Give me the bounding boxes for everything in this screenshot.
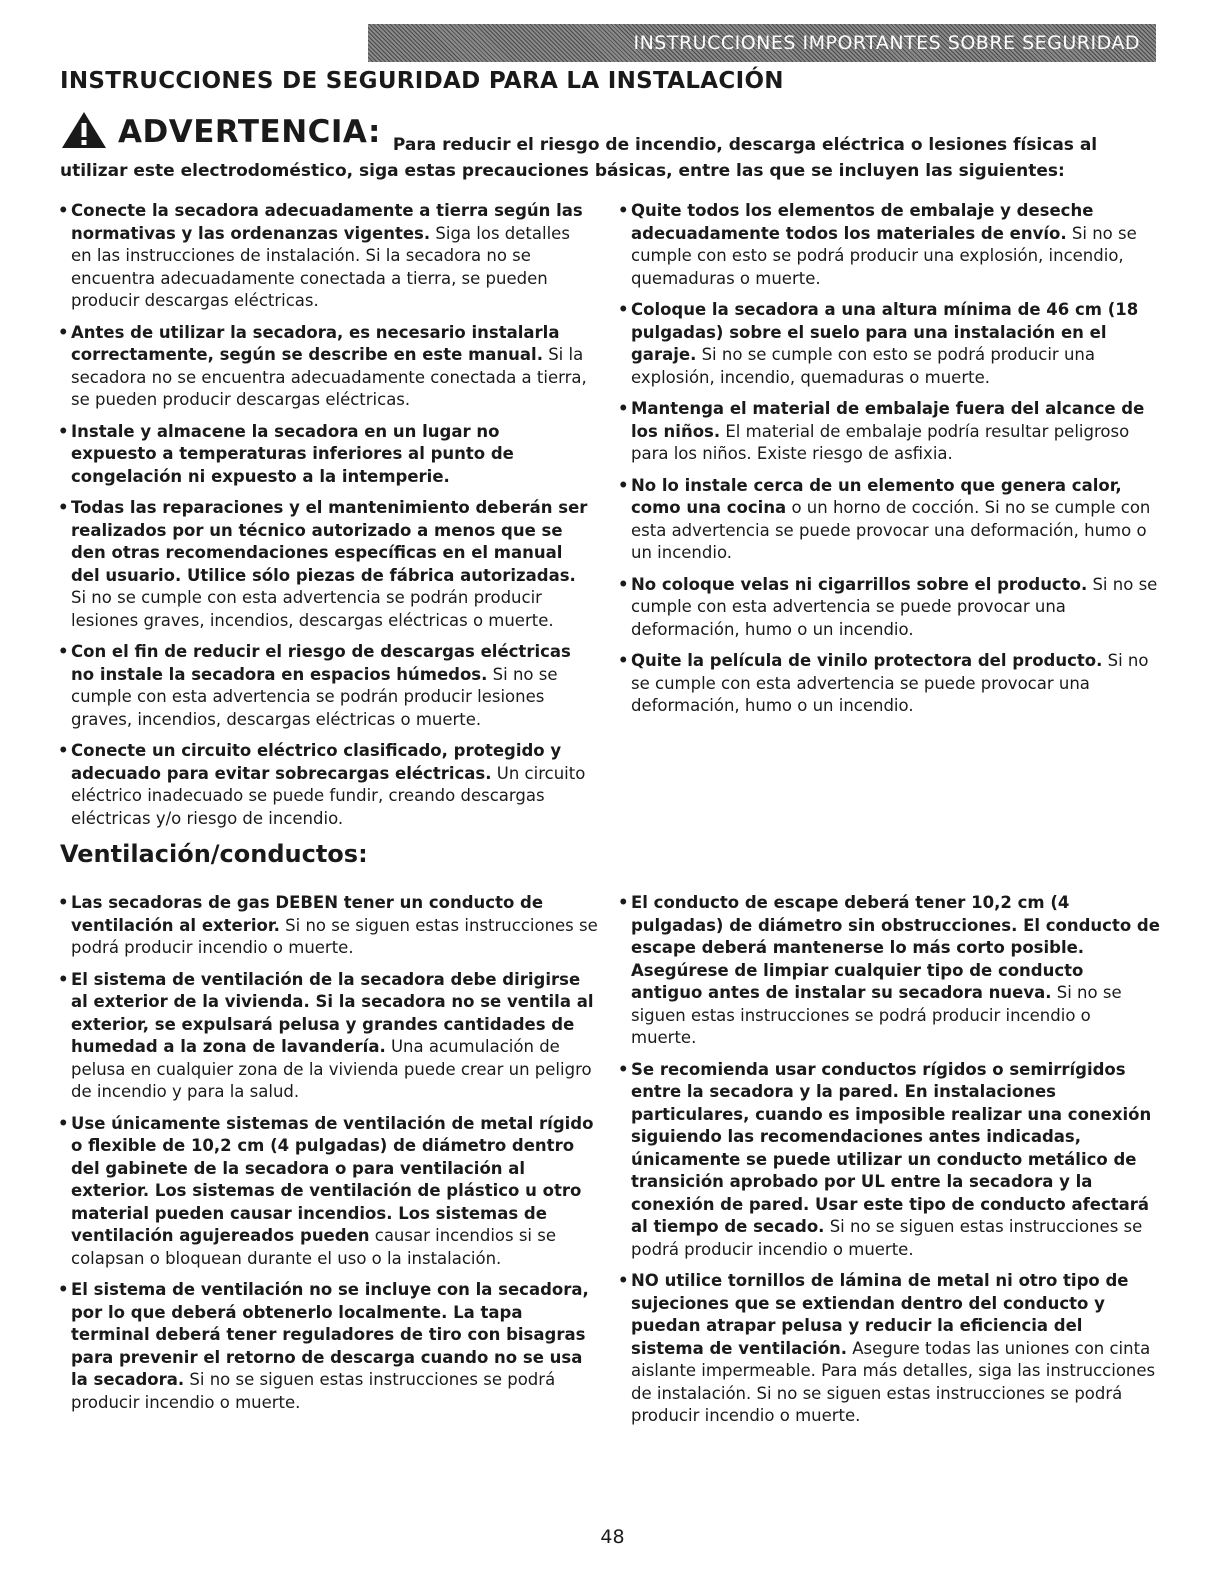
bullet-bold-text: El conducto de escape deberá tener 10,2 cm (4 pulgadas) de diámetro sin obstrucciones. El conducto de escape deberá mantenerse lo más corto posible. Asegúrese de limpiar cualquier tipo de conducto antiguo antes de instalar su secadora nueva. bbox=[631, 893, 1160, 1002]
bullet-bold-text: No lo instale cerca de un elemento que genera calor, como una cocina bbox=[631, 475, 1122, 517]
warning-triangle-icon bbox=[60, 110, 108, 150]
bullet-text: Si no se cumple con esta advertencia se podrán producir lesiones graves, incendios, descargas eléctricas o muerte. bbox=[71, 664, 558, 729]
bullet-bold-text: Conecte un circuito eléctrico clasificado, protegido y adecuado para evitar sobrecargas eléctricas. bbox=[71, 741, 562, 783]
bullet-item bbox=[60, 1113, 600, 1271]
warning-block bbox=[60, 110, 1160, 184]
bullet-bold-text: Con el fin de reducir el riesgo de descargas eléctricas no instale la secadora en espacios húmedos. bbox=[71, 642, 571, 684]
bullet-text: Una acumulación de pelusa en cualquier zona de la vivienda puede crear un peligro de incendio y para la salud. bbox=[71, 1037, 592, 1101]
bullet-text: Si no se siguen estas instrucciones se podrá producir incendio o muerte. bbox=[631, 983, 1122, 1047]
bullet-bold-text: NO utilice tornillos de lámina de metal ni otro tipo de sujeciones que se extiendan dentro del conducto y puedan atrapar pelusa y reducir la eficiencia del sistema de ventilación. bbox=[631, 1271, 1129, 1358]
warning-text: Para reducir el riesgo de incendio, descarga eléctrica o lesiones físicas al utilizar este electrodoméstico, siga estas precauciones básicas, entre las que se incluyen las siguientes: bbox=[60, 135, 1098, 181]
bullet-bold-text: No coloque velas ni cigarrillos sobre el producto. bbox=[631, 574, 1088, 594]
installation-list-left bbox=[60, 200, 590, 839]
page-title: INSTRUCCIONES DE SEGURIDAD PARA LA INSTALACIÓN bbox=[60, 68, 784, 94]
bullet-item bbox=[620, 299, 1160, 389]
bullet-bold-text: Antes de utilizar la secadora, es necesario instalarla correctamente, según se describe en este manual. bbox=[71, 322, 560, 364]
bullet-text: Si no se cumple con esta advertencia se puede provocar una deformación, humo o un incendio. bbox=[631, 574, 1158, 639]
bullet-bold-text: Quite la película de vinilo protectora del producto. bbox=[631, 651, 1103, 670]
installation-list-right bbox=[620, 200, 1160, 727]
bullet-item bbox=[60, 641, 590, 731]
bullet-item bbox=[60, 200, 590, 313]
bullet-text: Siga los detalles en las instrucciones de instalación. Si la secadora no se encuentra adecuadamente conectada a tierra, se pueden producir descargas eléctricas. bbox=[71, 223, 570, 310]
bullet-item bbox=[60, 740, 590, 830]
bullet-bold-text: El sistema de ventilación no se incluye con la secadora, por lo que deberá obtenerlo localmente. La tapa terminal deberá tener reguladores de tiro con bisagras para prevenir el retorno de descarga cuando no se usa la secadora. bbox=[71, 1280, 589, 1389]
warning-heading bbox=[60, 110, 381, 150]
bullet-text: o un horno de cocción. Si no se cumple con esta advertencia se puede provocar una deformación, humo o un incendio. bbox=[631, 498, 1151, 562]
bullet-item bbox=[620, 650, 1160, 718]
bullet-bold-text: Instale y almacene la secadora en un lugar no expuesto a temperaturas inferiores al punto de congelación ni expuesto a la intemperie. bbox=[71, 421, 514, 486]
bullet-item bbox=[620, 200, 1160, 290]
section-banner-label: INSTRUCCIONES IMPORTANTES SOBRE SEGURIDAD bbox=[633, 32, 1140, 54]
bullet-item bbox=[620, 574, 1160, 642]
ventilation-heading: Ventilación/conductos: bbox=[60, 840, 368, 868]
bullet-item bbox=[60, 892, 600, 960]
bullet-text: Si no se cumple con esta advertencia se puede provocar una deformación, humo o un incendio. bbox=[631, 651, 1149, 715]
bullet-item bbox=[620, 475, 1160, 565]
section-banner bbox=[368, 24, 1156, 62]
bullet-item bbox=[620, 1059, 1160, 1262]
bullet-text: Si no se siguen estas instrucciones se podrá producir incendio o muerte. bbox=[71, 1370, 556, 1412]
bullet-text: Un circuito eléctrico inadecuado se puede fundir, creando descargas eléctricas y/o riesgo de incendio. bbox=[71, 763, 586, 828]
bullet-bold-text: Use únicamente sistemas de ventilación de metal rígido o flexible de 10,2 cm (4 pulgadas) de diámetro dentro del gabinete de la secadora o para ventilación al exterior. Los sistemas de ventilación de plástico u otro material pueden causar incendios. Los sistemas de ventilación agujereados pueden bbox=[71, 1113, 594, 1245]
bullet-bold-text: Conecte la secadora adecuadamente a tierra según las normativas y las ordenanzas vigentes. bbox=[71, 201, 583, 243]
ventilation-list-left bbox=[60, 892, 600, 1423]
bullet-item bbox=[620, 892, 1160, 1050]
bullet-item bbox=[60, 421, 590, 489]
bullet-text: Si no se cumple con esto se podrá producir una explosión, incendio, quemaduras o muerte. bbox=[631, 223, 1137, 288]
bullet-bold-text: El sistema de ventilación de la secadora debe dirigirse al exterior de la vivienda. Si la secadora no se ventila al exterior, se expulsará pelusa y grandes cantidades de humedad a la zona de lavandería. bbox=[71, 969, 594, 1056]
bullet-bold-text: Las secadoras de gas DEBEN tener un conducto de ventilación al exterior. bbox=[71, 893, 544, 935]
bullet-bold-text: Quite todos los elementos de embalaje y deseche adecuadamente todos los materiales de envío. bbox=[631, 201, 1094, 243]
bullet-bold-text: Coloque la secadora a una altura mínima de 46 cm (18 pulgadas) sobre el suelo para una instalación en el garaje. bbox=[631, 300, 1139, 364]
warning-label: ADVERTENCIA: bbox=[118, 114, 381, 150]
page-number: 48 bbox=[600, 1526, 625, 1548]
ventilation-list-right bbox=[620, 892, 1160, 1437]
bullet-text: Si la secadora no se encuentra adecuadamente conectada a tierra, se pueden producir descargas eléctricas. bbox=[71, 345, 587, 409]
bullet-bold-text: Mantenga el material de embalaje fuera del alcance de los niños. bbox=[631, 399, 1145, 441]
bullet-text: Si no se cumple con esto se podrá producir una explosión, incendio, quemaduras o muerte. bbox=[631, 345, 1095, 387]
bullet-text: El material de embalaje podría resultar peligroso para los niños. Existe riesgo de asfixia. bbox=[631, 421, 1130, 463]
bullet-text: Si no se siguen estas instrucciones se podrá producir incendio o muerte. bbox=[71, 915, 598, 957]
bullet-item bbox=[620, 1270, 1160, 1428]
bullet-item bbox=[60, 322, 590, 412]
bullet-text: Asegure todas las uniones con cinta aislante impermeable. Para más detalles, siga las instrucciones de instalación. Si no se siguen estas instrucciones se podrá producir incendio o muerte. bbox=[631, 1338, 1156, 1425]
bullet-item bbox=[60, 497, 590, 632]
bullet-item bbox=[60, 1279, 600, 1414]
bullet-item bbox=[60, 969, 600, 1104]
bullet-text: Si no se cumple con esta advertencia se podrán producir lesiones graves, incendios, descargas eléctricas o muerte. bbox=[71, 588, 554, 630]
bullet-text: causar incendios si se colapsan o bloquean durante el uso o la instalación. bbox=[71, 1226, 557, 1268]
bullet-item bbox=[620, 398, 1160, 466]
bullet-text: Si no se siguen estas instrucciones se podrá producir incendio o muerte. bbox=[631, 1217, 1143, 1259]
bullet-bold-text: Todas las reparaciones y el mantenimiento deberán ser realizados por un técnico autorizado a menos que se den otras recomendaciones específicas en el manual del usuario. Utilice sólo piezas de fábrica autorizadas. bbox=[71, 498, 588, 585]
bullet-bold-text: Se recomienda usar conductos rígidos o semirrígidos entre la secadora y la pared. En instalaciones particulares, cuando es imposible realizar una conexión siguiendo las recomendaciones antes indicadas, únicamente se puede utilizar un conducto metálico de transición aprobado por UL entre la secadora y la conexión de pared. Usar este tipo de conducto afectará al tiempo de secado. bbox=[631, 1059, 1152, 1236]
